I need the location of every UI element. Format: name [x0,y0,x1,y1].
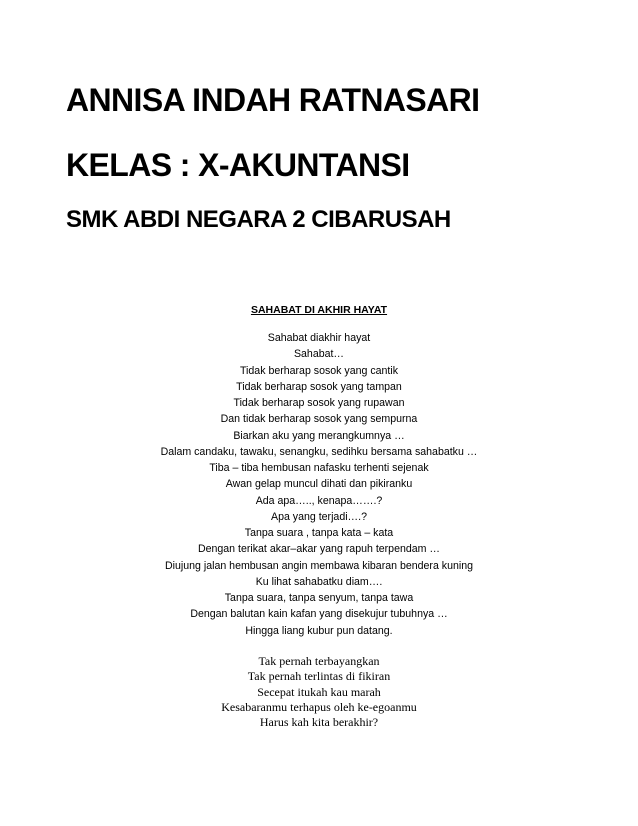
poem-line: Biarkan aku yang merangkumnya … [233,429,405,442]
class-label: KELAS : X-AKUNTANSI [66,147,410,183]
poem-line: Tanpa suara , tanpa kata – kata [244,527,394,539]
poem-line: Tidak berharap sosok yang tampan [236,380,402,393]
poem-closing-line: Harus kah kita berakhir? [259,715,379,730]
poem-line: Dengan balutan kain kafan yang disekujur tubuhnya … [190,608,448,621]
poem-line: Dalam candaku, tawaku, senangku, sedihku bersama sahabatku … [160,445,478,458]
poem-line: Awan gelap muncul dihati dan pikiranku [225,478,413,491]
poem-line: Ada apa….., kenapa…….? [255,494,383,507]
poem-closing-line: Tak pernah terbayangkan [258,654,380,668]
poem-title: SAHABAT DI AKHIR HAYAT [250,304,388,316]
poem-line: Tanpa suara, tanpa senyum, tanpa tawa [224,592,414,604]
poem-body [0,330,638,639]
poem-line: Ku lihat sahabatku diam…. [255,575,383,588]
poem-closing-stanza [0,654,638,730]
school-name: SMK ABDI NEGARA 2 CIBARUSAH [66,206,451,233]
poem-line: Sahabat diakhir hayat [267,332,371,344]
poem-line: Tidak berharap sosok yang cantik [239,364,398,377]
author-name: ANNISA INDAH RATNASARI [66,82,480,118]
poem-closing-line: Tak pernah terlintas di fikiran [247,669,391,684]
poem-line: Dengan terikat akar–akar yang rapuh terpendam … [197,543,441,556]
poem-line: Tidak berharap sosok yang rupawan [233,397,405,409]
poem-line: Hingga liang kubur pun datang. [245,624,393,637]
poem-line: Sahabat… [293,348,345,361]
poem-line: Apa yang terjadi….? [271,510,367,523]
poem-line: Diujung jalan hembusan angin membawa kibaran bendera kuning [164,559,473,572]
poem-line: Tiba – tiba hembusan nafasku terhenti sejenak [209,462,429,474]
poem-closing-line: Kesabaranmu terhapus oleh ke-egoanmu [221,699,417,714]
poem-line: Dan tidak berharap sosok yang sempurna [220,413,418,426]
poem-closing-line: Secepat itukah kau marah [257,684,381,699]
